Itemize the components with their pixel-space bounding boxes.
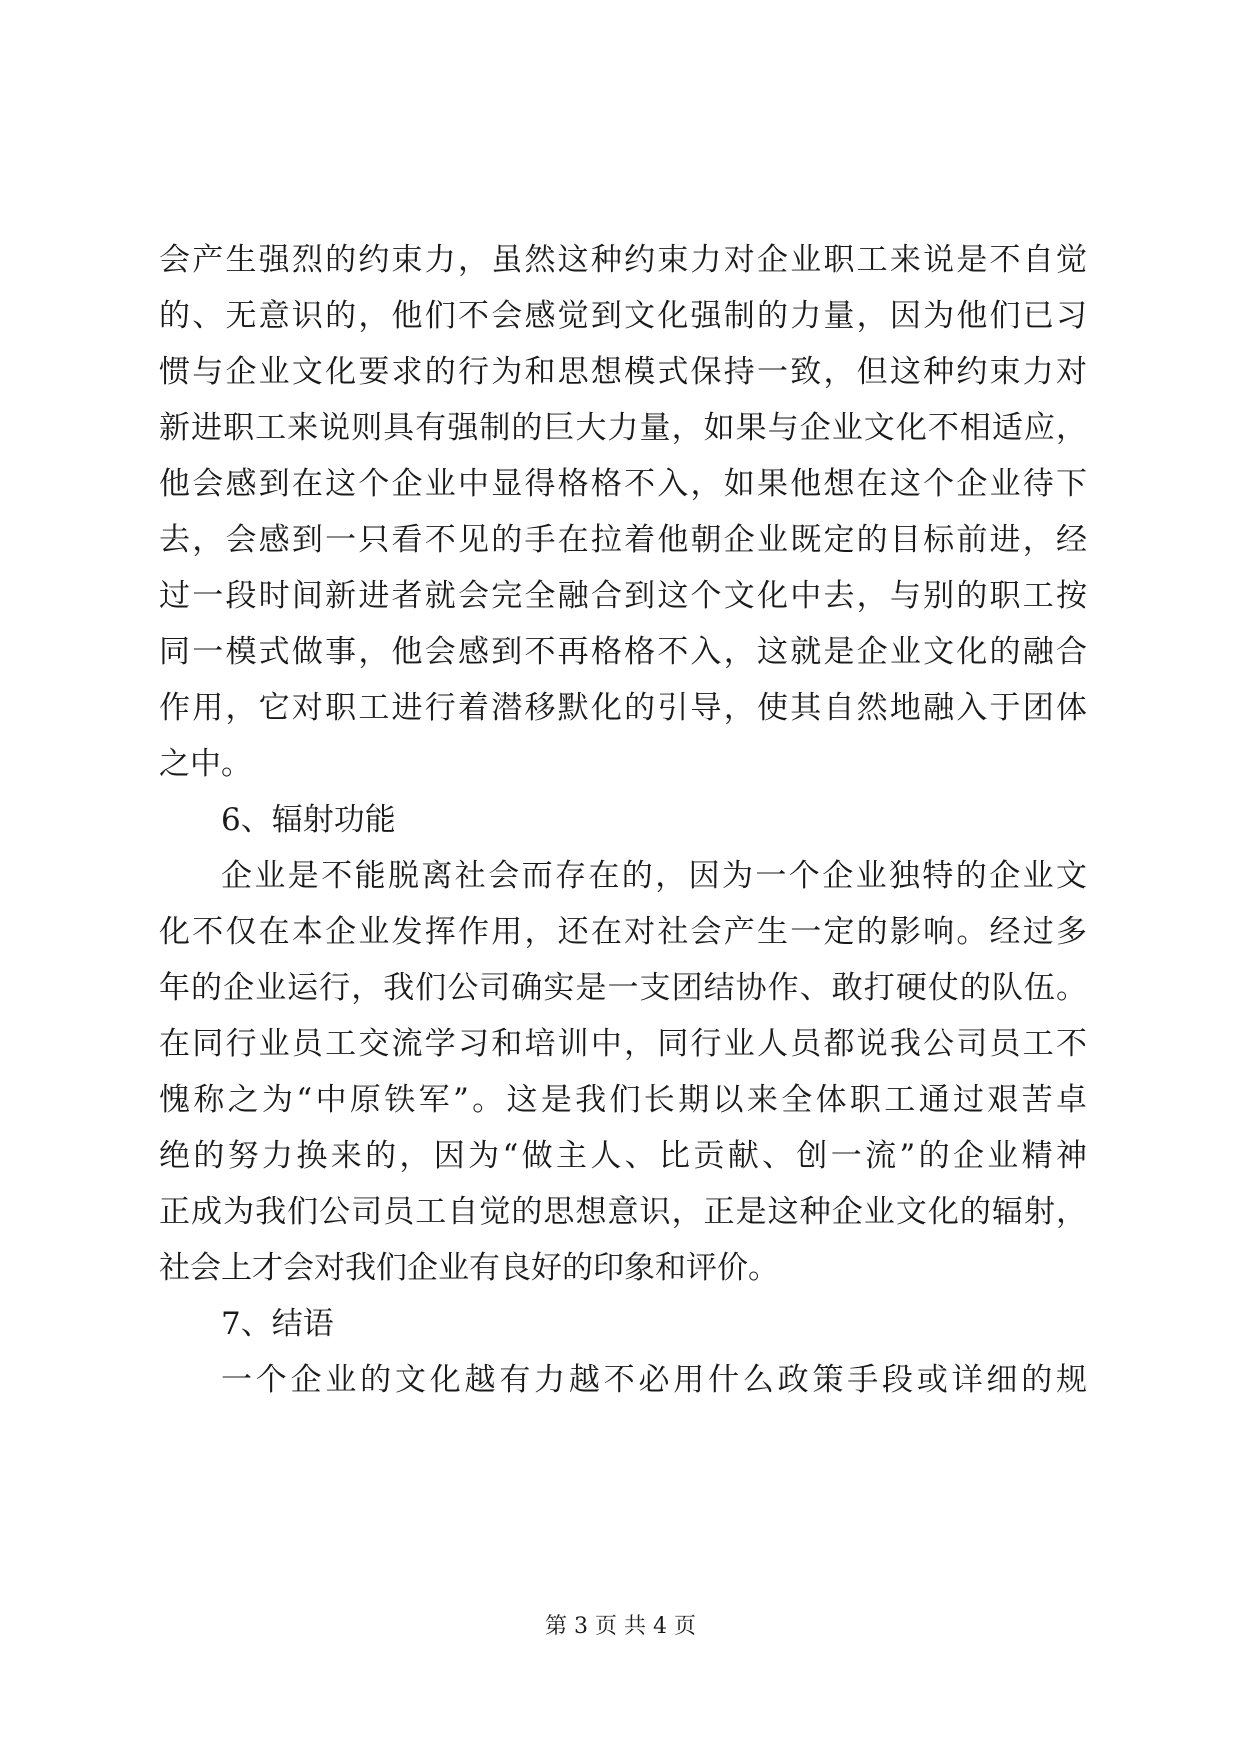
text-line: 年的企业运行，我们公司确实是一支团结协作、敢打硬仗的队伍。: [159, 970, 1087, 1006]
page-number: 第 3 页 共 4 页: [545, 1614, 696, 1639]
text-line: 的、无意识的，他们不会感觉到文化强制的力量，因为他们已习: [159, 298, 1087, 334]
text-line: 作用，它对职工进行着潜移默化的引导，使其自然地融入于团体: [159, 690, 1087, 726]
text-line: 愧称之为“中原铁军”。这是我们长期以来全体职工通过艰苦卓: [159, 1082, 1087, 1118]
section-heading: 6、辐射功能: [221, 802, 396, 838]
text-line: 正成为我们公司员工自觉的思想意识，正是这种企业文化的辐射，: [159, 1194, 1087, 1230]
text-line: 企业是不能脱离社会而存在的，因为一个企业独特的企业文: [221, 858, 1087, 894]
text-line: 惯与企业文化要求的行为和思想模式保持一致，但这种约束力对: [159, 354, 1087, 390]
text-line: 去，会感到一只看不见的手在拉着他朝企业既定的目标前进，经: [159, 522, 1087, 558]
text-line: 在同行业员工交流学习和培训中，同行业人员都说我公司员工不: [159, 1026, 1087, 1062]
text-line: 同一模式做事，他会感到不再格格不入，这就是企业文化的融合: [159, 634, 1087, 670]
text-line: 他会感到在这个企业中显得格格不入，如果他想在这个企业待下: [159, 466, 1087, 502]
text-line: 绝的努力换来的，因为“做主人、比贡献、创一流”的企业精神: [159, 1138, 1087, 1174]
text-line: 之中。: [159, 746, 252, 782]
text-line: 社会上才会对我们企业有良好的印象和评价。: [159, 1250, 779, 1286]
text-line: 新进职工来说则具有强制的巨大力量，如果与企业文化不相适应，: [159, 410, 1087, 446]
text-line: 一个企业的文化越有力越不必用什么政策手段或详细的规: [221, 1362, 1087, 1398]
section-heading: 7、结语: [221, 1306, 334, 1342]
text-line: 过一段时间新进者就会完全融合到这个文化中去，与别的职工按: [159, 578, 1087, 614]
body-text: [159, 232, 1087, 1408]
text-line: 会产生强烈的约束力，虽然这种约束力对企业职工来说是不自觉: [159, 242, 1087, 278]
text-line: 化不仅在本企业发挥作用，还在对社会产生一定的影响。经过多: [159, 914, 1087, 950]
